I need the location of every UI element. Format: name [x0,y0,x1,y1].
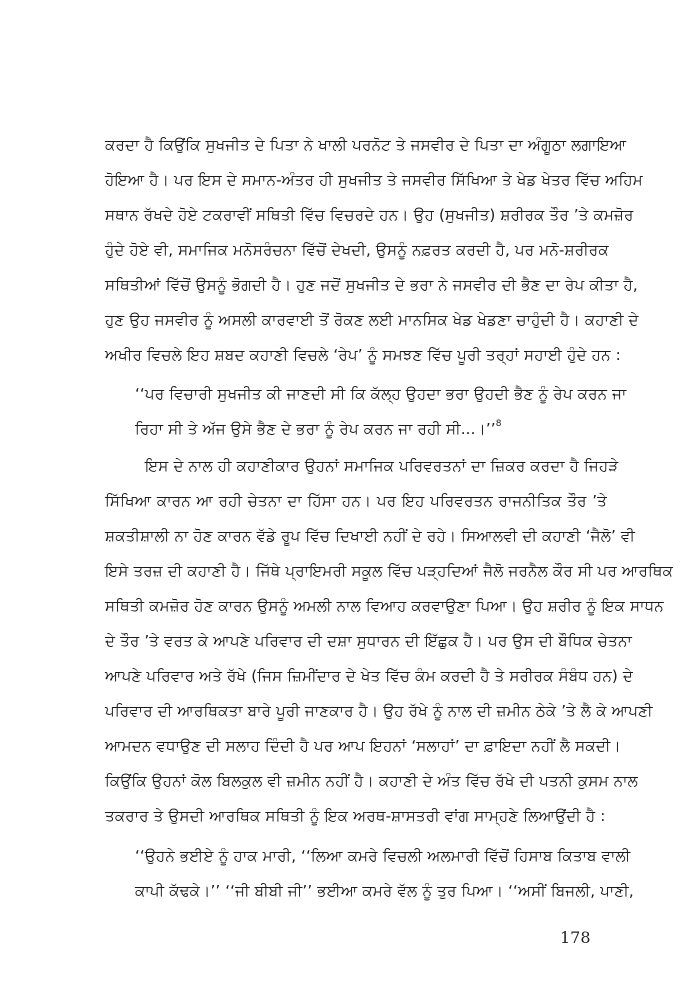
paragraph-line: ਹੋਇਆ ਹੈ। ਪਰ ਇਸ ਦੇ ਸਮਾਨ-ਅੰਤਰ ਹੀ ਸੁਖਜੀਤ ਤੇ ਜਸਵੀਰ ਸਿੱਖਿਆ ਤੇ ਖੇਡ ਖੇਤਰ ਵਿੱਚ ਅਹਿਮ [105,171,643,189]
paragraph-line: ਕਰਦਾ ਹੈ ਕਿਉਂਕਿ ਸੁਖਜੀਤ ਦੇ ਪਿਤਾ ਨੇ ਖਾਲੀ ਪਰਨੋਟ ਤੇ ਜਸਵੀਰ ਦੇ ਪਿਤਾ ਦਾ ਅੰਗੂਠਾ ਲਗਾਇਆ [105,136,627,154]
block-quote-line: ਕਾਪੀ ਕੱਢਕੇ।’’ ‘‘ਜੀ ਬੀਬੀ ਜੀ’’ ਭਈਆ ਕਮਰੇ ਵੱਲ ਨੂੰ ਤੁਰ ਪਿਆ। ‘‘ਅਸੀਂ ਬਿਜਲੀ, ਪਾਣੀ, [135,882,634,900]
paragraph-line: ਇਸੇ ਤਰਜ਼ ਦੀ ਕਹਾਣੀ ਹੈ। ਜਿੱਥੇ ਪ੍ਰਾਇਮਰੀ ਸਕੂਲ ਵਿੱਚ ਪੜ੍ਹਦਿਆਂ ਜੈਲੋ ਜਰਨੈਲ ਕੌਰ ਸੀ ਪਰ ਆਰਥਿਕ [105,562,674,580]
paragraph-line: ਹੁੰਦੇ ਹੋਏ ਵੀ, ਸਮਾਜਿਕ ਮਨੋਸਰੰਚਨਾ ਵਿੱਚੋਂ ਦੇਖਦੀ, ਉਸਨੂੰ ਨਫ਼ਰਤ ਕਰਦੀ ਹੈ, ਪਰ ਮਨੋ-ਸ਼ਰੀਰਕ [105,241,609,259]
paragraph-line: ਤਕਰਾਰ ਤੇ ਉਸਦੀ ਆਰਥਿਕ ਸਥਿਤੀ ਨੂੰ ਇਕ ਅਰਥ-ਸ਼ਾਸਤਰੀ ਵਾਂਗ ਸਾਮ੍ਹਣੇ ਲਿਆਉਂਦੀ ਹੈ : [105,807,606,825]
paragraph-line: ਦੇ ਤੌਰ ’ਤੇ ਵਰਤ ਕੇ ਆਪਣੇ ਪਰਿਵਾਰ ਦੀ ਦਸ਼ਾ ਸੁਧਾਰਨ ਦੀ ਇੱਛੁਕ ਹੈ। ਪਰ ਉਸ ਦੀ ਬੌਧਿਕ ਚੇਤਨਾ [105,632,632,650]
paragraph-line: ਅਖੀਰ ਵਿਚਲੇ ਇਹ ਸ਼ਬਦ ਕਹਾਣੀ ਵਿਚਲੇ ‘ਰੇਪ’ ਨੂੰ ਸਮਝਣ ਵਿੱਚ ਪੂਰੀ ਤਰ੍ਹਾਂ ਸਹਾਈ ਹੁੰਦੇ ਹਨ : [105,346,621,364]
paragraph-line: ਕਿਉਂਕਿ ਉਹਨਾਂ ਕੋਲ ਬਿਲਕੁਲ ਵੀ ਜ਼ਮੀਨ ਨਹੀਂ ਹੈ। ਕਹਾਣੀ ਦੇ ਅੰਤ ਵਿੱਚ ਰੱਖੇ ਦੀ ਪਤਨੀ ਕੁਸਮ ਨਾਲ [105,772,638,790]
paragraph-line: ਇਸ ਦੇ ਨਾਲ ਹੀ ਕਹਾਣੀਕਾਰ ਉਹਨਾਂ ਸਮਾਜਿਕ ਪਰਿਵਰਤਨਾਂ ਦਾ ਜ਼ਿਕਰ ਕਰਦਾ ਹੈ ਜਿਹੜੇ [145,457,619,475]
paragraph-line: ਸ਼ਕਤੀਸ਼ਾਲੀ ਨਾ ਹੋਣ ਕਾਰਨ ਵੱਡੇ ਰੂਪ ਵਿੱਚ ਦਿਖਾਈ ਨਹੀਂ ਦੇ ਰਹੇ। ਸਿਆਲਵੀ ਦੀ ਕਹਾਣੀ ‘ਜੈਲੋ’ ਵੀ [105,527,636,545]
paragraph-line: ਸਥਾਨ ਰੱਖਦੇ ਹੋਏ ਟਕਰਾਵੀਂ ਸਥਿਤੀ ਵਿੱਚ ਵਿਚਰਦੇ ਹਨ। ਉਹ (ਸੁਖਜੀਤ) ਸ਼ਰੀਰਕ ਤੌਰ ’ਤੇ ਕਮਜ਼ੋਰ [105,206,634,224]
paragraph-line: ਆਪਣੇ ਪਰਿਵਾਰ ਅਤੇ ਰੱਖੇ (ਜਿਸ ਜ਼ਿਮੀਂਦਾਰ ਦੇ ਖੇਤ ਵਿੱਚ ਕੰਮ ਕਰਦੀ ਹੈ ਤੇ ਸਰੀਰਕ ਸੰਬੰਧ ਹਨ) ਦੇ [105,667,634,685]
block-quote-line: ‘‘ਉਹਨੇ ਭਈਏ ਨੂੰ ਹਾਕ ਮਾਰੀ, ‘‘ਲਿਆ ਕਮਰੇ ਵਿਚਲੀ ਅਲਮਾਰੀ ਵਿੱਚੋਂ ਹਿਸਾਬ ਕਿਤਾਬ ਵਾਲੀ [135,847,631,865]
paragraph-line: ਪਰਿਵਾਰ ਦੀ ਆਰਥਿਕਤਾ ਬਾਰੇ ਪੂਰੀ ਜਾਣਕਾਰ ਹੈ। ਉਹ ਰੱਖੇ ਨੂੰ ਨਾਲ ਦੀ ਜ਼ਮੀਨ ਠੇਕੇ ’ਤੇ ਲੈ ਕੇ ਆਪਣੀ [105,702,653,720]
block-quote-line: ‘‘ਪਰ ਵਿਚਾਰੀ ਸੁਖਜੀਤ ਕੀ ਜਾਣਦੀ ਸੀ ਕਿ ਕੱਲ੍ਹ ਉਹਦਾ ਭਰਾ ਉਹਦੀ ਭੈਣ ਨੂੰ ਰੇਪ ਕਰਨ ਜਾ [135,385,627,403]
paragraph-line: ਸਥਿਤੀਆਂ ਵਿੱਚੋਂ ਉਸਨੂੰ ਭੋਗਦੀ ਹੈ। ਹੁਣ ਜਦੋਂ ਸੁਖਜੀਤ ਦੇ ਭਰਾ ਨੇ ਜਸਵੀਰ ਦੀ ਭੈਣ ਦਾ ਰੇਪ ਕੀਤਾ ਹੈ, [105,276,638,294]
footnote-marker: 8 [495,418,502,429]
paragraph-line: ਆਮਦਨ ਵਧਾਉਣ ਦੀ ਸਲਾਹ ਦਿੰਦੀ ਹੈ ਪਰ ਆਪ ਇਹਨਾਂ ‘ਸਲਾਹਾਂ’ ਦਾ ਫ਼ਾਇਦਾ ਨਹੀਂ ਲੈ ਸਕਦੀ। [105,737,621,755]
paragraph-line: ਸਿੱਖਿਆ ਕਾਰਨ ਆ ਰਹੀ ਚੇਤਨਾ ਦਾ ਹਿੱਸਾ ਹਨ। ਪਰ ਇਹ ਪਰਿਵਰਤਨ ਰਾਜਨੀਤਿਕ ਤੌਰ ’ਤੇ [105,492,607,510]
page-number: 178 [560,928,591,947]
block-quote-line [135,419,607,439]
paragraph-line: ਹੁਣ ਉਹ ਜਸਵੀਰ ਨੂੰ ਅਸਲੀ ਕਾਰਵਾਈ ਤੋਂ ਰੋਕਣ ਲਈ ਮਾਨਸਿਕ ਖੇਡ ਖੇਡਣਾ ਚਾਹੁੰਦੀ ਹੈ। ਕਹਾਣੀ ਦੇ [105,311,639,329]
block-quote-text: ਰਿਹਾ ਸੀ ਤੇ ਅੱਜ ਉਸੇ ਭੈਣ ਦੇ ਭਰਾ ਨੂੰ ਰੇਪ ਕਰਨ ਜਾ ਰਹੀ ਸੀ...।’’ [135,420,496,438]
paragraph-line: ਸਥਿਤੀ ਕਮਜ਼ੋਰ ਹੋਣ ਕਾਰਨ ਉਸਨੂੰ ਅਮਲੀ ਨਾਲ ਵਿਆਹ ਕਰਵਾਉਣਾ ਪਿਆ। ਉਹ ਸ਼ਰੀਰ ਨੂੰ ਇਕ ਸਾਧਨ [105,597,664,615]
